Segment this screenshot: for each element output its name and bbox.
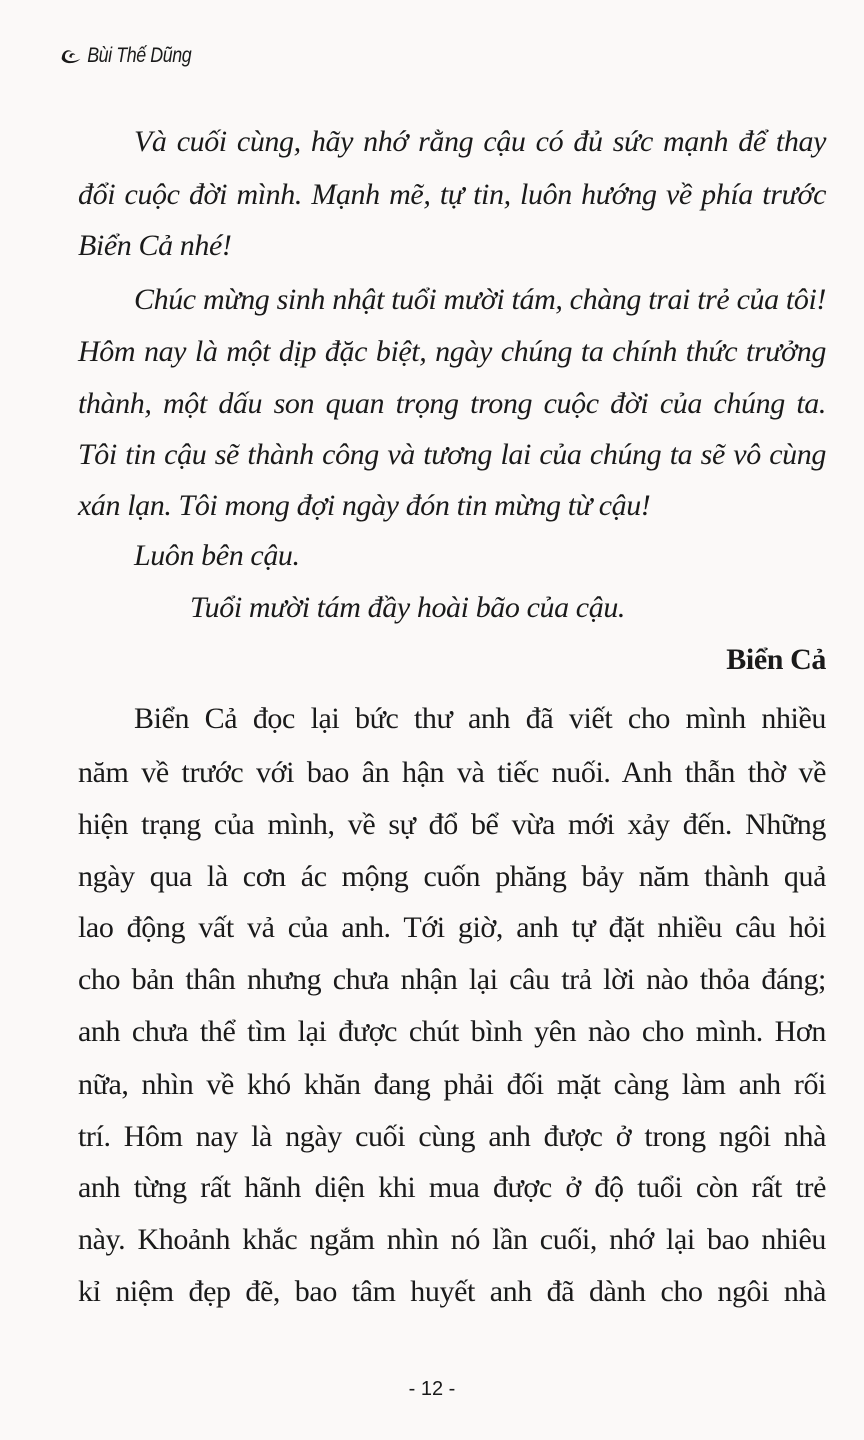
- body-line: này. Khoảnh khắc ngắm nhìn nó lần cuối, nhớ lại bao nhiêu: [78, 1223, 826, 1256]
- letter-closing: Luôn bên cậu.: [134, 539, 300, 572]
- body-line: Biển Cả đọc lại bức thư anh đã viết cho mình nhiều: [134, 702, 826, 735]
- letter-line: Chúc mừng sinh nhật tuổi mười tám, chàng trai trẻ của tôi!: [134, 283, 826, 316]
- body-line: nữa, nhìn về khó khăn đang phải đối mặt càng làm anh rối: [78, 1068, 826, 1101]
- body-line: ngày qua là cơn ác mộng cuốn phăng bảy năm thành quả: [78, 860, 826, 893]
- body-line: anh từng rất hãnh diện khi mua được ở độ tuổi còn rất trẻ: [78, 1171, 826, 1204]
- letter-line: Và cuối cùng, hãy nhớ rằng cậu có đủ sức mạnh để thay: [134, 125, 826, 158]
- author-name: Bùi Thế Dũng: [87, 44, 192, 67]
- letter-line: thành, một dấu son quan trọng trong cuộc đời của chúng ta.: [78, 387, 826, 420]
- body-line: hiện trạng của mình, về sự đổ bể vừa mới xảy đến. Những: [78, 808, 826, 841]
- letter-line: Hôm nay là một dịp đặc biệt, ngày chúng ta chính thức trưởng: [78, 335, 826, 368]
- letter-line: Biển Cả nhé!: [78, 229, 232, 262]
- body-line: lao động vất vả của anh. Tới giờ, anh tự đặt nhiều câu hỏi: [78, 911, 826, 944]
- body-line: trí. Hôm nay là ngày cuối cùng anh được ở trong ngôi nhà: [78, 1120, 826, 1153]
- letter-closing: Tuổi mười tám đầy hoài bão của cậu.: [190, 591, 626, 624]
- page-number: - 12 -: [408, 1378, 456, 1400]
- letter-line: đổi cuộc đời mình. Mạnh mẽ, tự tin, luôn hướng về phía trước: [78, 178, 826, 211]
- letter-line: xán lạn. Tôi mong đợi ngày đón tin mừng từ cậu!: [78, 489, 651, 522]
- running-header: [60, 44, 191, 68]
- body-line: cho bản thân nhưng chưa nhận lại câu trả lời nào thỏa đáng;: [78, 963, 826, 996]
- body-line: năm về trước với bao ân hận và tiếc nuối. Anh thẫn thờ về: [78, 756, 826, 789]
- body-line: kỉ niệm đẹp đẽ, bao tâm huyết anh đã dành cho ngôi nhà: [78, 1275, 826, 1308]
- wave-logo-icon: [60, 47, 82, 65]
- letter-line: Tôi tin cậu sẽ thành công và tương lai của chúng ta sẽ vô cùng: [78, 438, 826, 471]
- body-line: anh chưa thể tìm lại được chút bình yên nào cho mình. Hơn: [78, 1015, 826, 1048]
- letter-signature: Biển Cả: [726, 643, 826, 676]
